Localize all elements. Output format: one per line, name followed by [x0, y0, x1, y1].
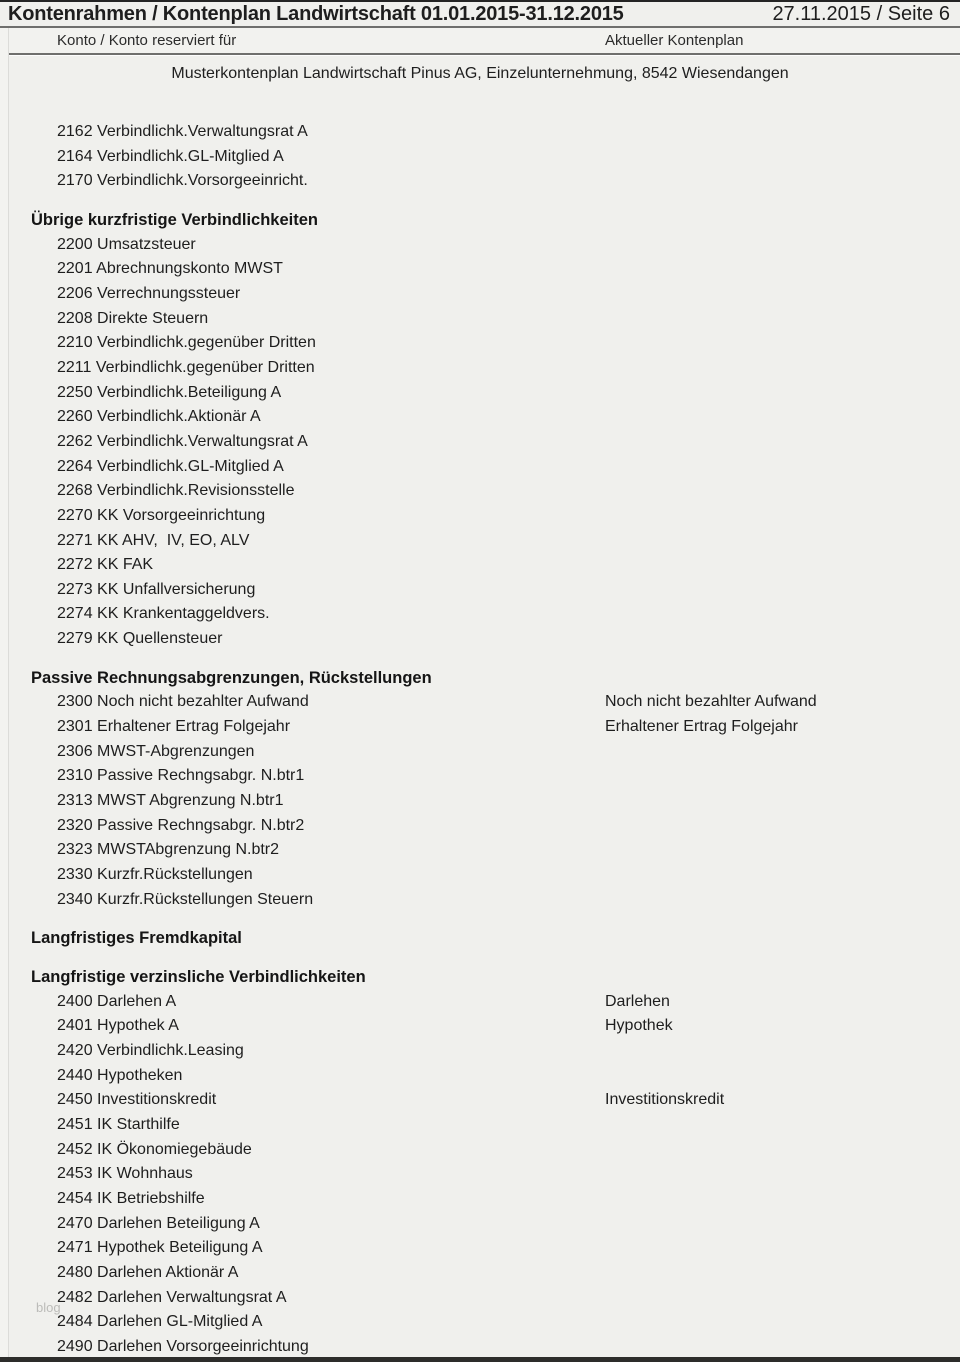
- account-row: [0, 627, 960, 652]
- account-row: [0, 356, 960, 381]
- account-entry: 2450 Investitionskredit: [57, 1091, 217, 1109]
- account-entry: 2340 Kurzfr.Rückstellungen Steuern: [57, 890, 314, 908]
- account-row: [0, 888, 960, 913]
- account-entry: 2270 KK Vorsorgeeinrichtung: [57, 506, 266, 524]
- account-row: [0, 145, 960, 170]
- account-entry: 2268 Verbindlichk.Revisionsstelle: [57, 482, 295, 500]
- account-entry: 2330 Kurzfr.Rückstellungen: [57, 866, 253, 884]
- account-entry: 2170 Verbindlichk.Vorsorgeeinricht.: [57, 172, 308, 190]
- account-entry: 2401 Hypothek A: [57, 1017, 179, 1035]
- account-entry: 2210 Verbindlichk.gegenüber Dritten: [57, 334, 316, 352]
- kontenplan-subtitle: Musterkontenplan Landwirtschaft Pinus AG, Einzelunternehmung, 8542 Wiesendangen: [171, 65, 789, 82]
- account-entry: 2162 Verbindlichk.Verwaltungsrat A: [57, 123, 308, 140]
- account-entry: 2262 Verbindlichk.Verwaltungsrat A: [57, 432, 308, 450]
- account-entry: 2451 IK Starthilfe: [57, 1115, 180, 1133]
- column-header-konto: Konto / Konto reserviert für: [57, 32, 237, 49]
- account-row: [0, 257, 960, 282]
- account-row: [0, 307, 960, 332]
- account-row: [0, 1014, 960, 1039]
- account-entry: 2420 Verbindlichk.Leasing: [57, 1041, 244, 1059]
- account-row: [0, 381, 960, 406]
- section-header: [0, 666, 960, 691]
- account-entry: 2200 Umsatzsteuer: [57, 235, 196, 253]
- account-entry: 2320 Passive Rechngsabgr. N.btr2: [57, 816, 305, 834]
- account-entry: 2206 Verrechnungssteuer: [57, 284, 241, 302]
- aktueller-kontenplan-entry: Noch nicht bezahlter Aufwand: [605, 693, 817, 711]
- account-entry: 2306 MWST-Abgrenzungen: [57, 742, 255, 760]
- account-row: [0, 990, 960, 1015]
- account-row: [0, 740, 960, 765]
- account-entry: 2480 Darlehen Aktionär A: [57, 1263, 239, 1281]
- account-entry: 2264 Verbindlichk.GL-Mitglied A: [57, 457, 284, 475]
- document-header: [0, 2, 960, 26]
- account-entry: 2300 Noch nicht bezahlter Aufwand: [57, 693, 309, 711]
- aktueller-kontenplan-entry: Hypothek: [605, 1017, 673, 1035]
- account-row: [0, 764, 960, 789]
- account-row: [0, 455, 960, 480]
- account-row: [0, 1286, 960, 1311]
- account-entry: 2313 MWST Abgrenzung N.btr1: [57, 792, 284, 810]
- account-row: [0, 1162, 960, 1187]
- account-entry: 2260 Verbindlichk.Aktionär A: [57, 408, 261, 426]
- account-row: [0, 1088, 960, 1113]
- account-row: [0, 1187, 960, 1212]
- account-entry: 2274 KK Krankentaggeldvers.: [57, 605, 270, 623]
- section-header: [0, 926, 960, 951]
- account-row: [0, 1113, 960, 1138]
- account-row: [0, 1261, 960, 1286]
- account-row: [0, 578, 960, 603]
- account-row: [0, 282, 960, 307]
- account-row: [0, 690, 960, 715]
- column-header-row: [0, 28, 960, 53]
- section-title: Langfristige verzinsliche Verbindlichkeiten: [31, 968, 366, 986]
- section-header: [0, 208, 960, 233]
- account-row: [0, 1064, 960, 1089]
- account-row: [0, 602, 960, 627]
- account-row: [0, 1310, 960, 1335]
- account-entry: 2201 Abrechnungskonto MWST: [57, 260, 283, 278]
- account-row: [0, 863, 960, 888]
- account-entry: 2271 KK AHV, IV, EO, ALV: [57, 531, 250, 549]
- account-row: [0, 120, 960, 145]
- column-header-aktueller-kontenplan: Aktueller Kontenplan: [605, 32, 744, 49]
- account-row: [0, 529, 960, 554]
- account-row: [0, 169, 960, 194]
- account-row: [0, 430, 960, 455]
- header-divider-bottom: [0, 53, 960, 55]
- account-entry: 2250 Verbindlichk.Beteiligung A: [57, 383, 282, 401]
- account-entry: 2273 KK Unfallversicherung: [57, 580, 256, 598]
- account-entry: 2440 Hypotheken: [57, 1066, 183, 1084]
- account-entry: 2400 Darlehen A: [57, 992, 177, 1010]
- aktueller-kontenplan-entry: Darlehen: [605, 992, 670, 1010]
- account-entry: 2301 Erhaltener Ertrag Folgejahr: [57, 718, 291, 736]
- account-list: [0, 120, 960, 1360]
- account-row: [0, 1236, 960, 1261]
- account-entry: 2453 IK Wohnhaus: [57, 1165, 193, 1183]
- account-entry: 2482 Darlehen Verwaltungsrat A: [57, 1288, 287, 1306]
- account-entry: 2484 Darlehen GL-Mitglied A: [57, 1313, 263, 1331]
- aktueller-kontenplan-entry: Investitionskredit: [605, 1091, 725, 1109]
- account-entry: 2310 Passive Rechngsabgr. N.btr1: [57, 767, 305, 785]
- account-row: [0, 838, 960, 863]
- aktueller-kontenplan-entry: Erhaltener Ertrag Folgejahr: [605, 718, 798, 736]
- account-row: [0, 1039, 960, 1064]
- account-row: [0, 479, 960, 504]
- page-bottom-edge: [0, 1357, 960, 1362]
- account-row: [0, 1138, 960, 1163]
- account-entry: 2470 Darlehen Beteiligung A: [57, 1214, 260, 1232]
- account-entry: 2490 Darlehen Vorsorgeeinrichtung: [57, 1337, 309, 1355]
- account-entry: 2452 IK Ökonomiegebäude: [57, 1140, 252, 1158]
- account-entry: 2164 Verbindlichk.GL-Mitglied A: [57, 147, 284, 165]
- section-title: Langfristiges Fremdkapital: [31, 929, 242, 948]
- account-row: [0, 715, 960, 740]
- section-header: [0, 965, 960, 990]
- account-entry: 2323 MWSTAbgrenzung N.btr2: [57, 841, 280, 859]
- account-entry: 2454 IK Betriebshilfe: [57, 1189, 205, 1207]
- account-row: [0, 1335, 960, 1360]
- watermark: blog: [36, 1300, 61, 1315]
- account-row: [0, 233, 960, 258]
- account-row: [0, 553, 960, 578]
- account-row: [0, 405, 960, 430]
- account-row: [0, 331, 960, 356]
- section-title: Übrige kurzfristige Verbindlichkeiten: [31, 210, 318, 229]
- account-row: [0, 1212, 960, 1237]
- account-entry: 2471 Hypothek Beteiligung A: [57, 1239, 263, 1257]
- account-row: [0, 504, 960, 529]
- account-entry: 2279 KK Quellensteuer: [57, 630, 223, 648]
- account-entry: 2272 KK FAK: [57, 556, 154, 574]
- account-row: [0, 814, 960, 839]
- account-row: [0, 789, 960, 814]
- section-title: Passive Rechnungsabgrenzungen, Rückstellungen: [31, 668, 432, 687]
- account-entry: 2211 Verbindlichk.gegenüber Dritten: [57, 358, 315, 376]
- account-entry: 2208 Direkte Steuern: [57, 309, 209, 327]
- date-and-page-number: 27.11.2015 / Seite 6: [772, 3, 950, 25]
- page-title: Kontenrahmen / Kontenplan Landwirtschaft 01.01.2015-31.12.2015: [8, 3, 624, 25]
